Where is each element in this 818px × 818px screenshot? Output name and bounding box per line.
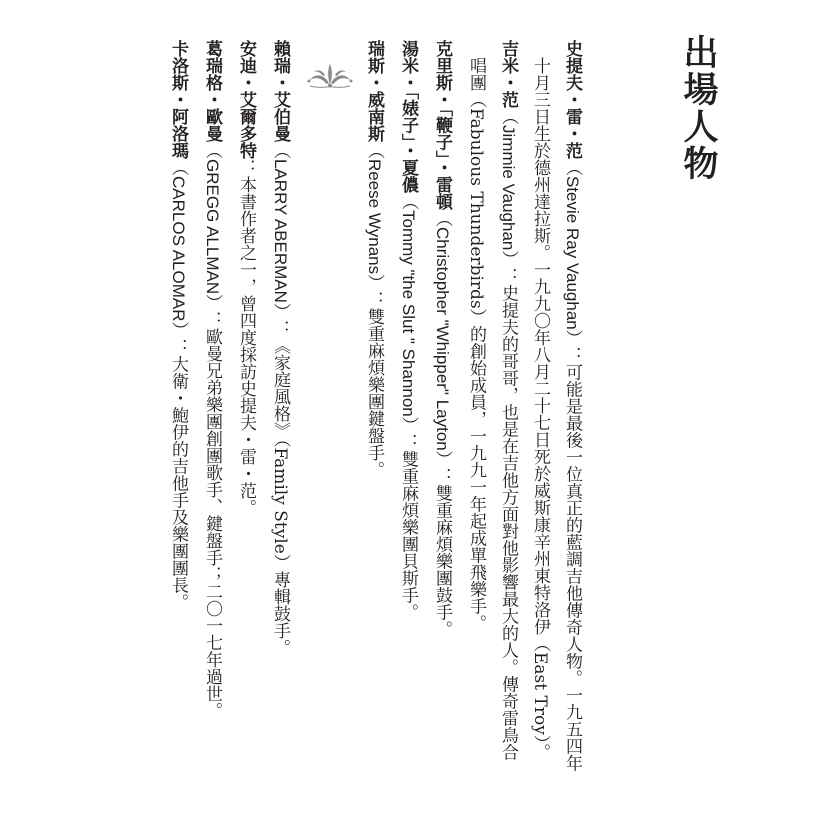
entry-english-name: （Stevie Ray Vaughan）： bbox=[563, 159, 582, 364]
entry-english-name: （GREGG ALLMAN）： bbox=[203, 142, 222, 329]
entry-english-name: （Reese Wynans）： bbox=[365, 142, 384, 309]
entry-name: 賴瑞・艾伯曼 bbox=[270, 40, 290, 142]
entry-description: 雙重麻煩樂團貝斯手。 bbox=[398, 450, 418, 621]
entry-name: 克里斯・「鞭子」・雷頓 bbox=[432, 40, 452, 210]
entry-carlos-alomar bbox=[169, 40, 187, 611]
entry-name: 葛瑞格・歐曼 bbox=[202, 40, 222, 142]
entry-name: 吉米・范 bbox=[498, 40, 518, 108]
fleuron-ornament-icon bbox=[306, 63, 354, 89]
entry-description: 史提夫的哥哥，也是在吉他方面對他影響最大的人。傳奇雷鳥合 bbox=[498, 284, 518, 761]
entry-andy-aledort bbox=[237, 40, 255, 516]
entry-gregg-allman bbox=[203, 40, 221, 719]
entry-english-name: （Jimmie Vaughan）： bbox=[499, 108, 518, 285]
entry-stevie-ray-vaughan-continued bbox=[531, 57, 549, 760]
entry-reese-wynans bbox=[365, 40, 383, 478]
entry-english-name: （LARRY ABERMAN）： bbox=[271, 142, 290, 337]
entry-english-name: （CARLOS ALOMAR）： bbox=[169, 159, 188, 356]
entry-larry-aberman bbox=[271, 40, 289, 656]
entry-name: 安迪・艾爾多特 bbox=[236, 40, 256, 159]
entry-english-name: ： bbox=[237, 159, 256, 176]
entry-english-name: （Christopher "Whipper" Layton）： bbox=[433, 210, 452, 485]
entry-tommy-shannon bbox=[399, 40, 417, 621]
page-title: 出場人物 bbox=[678, 34, 718, 182]
entry-chris-layton bbox=[433, 40, 451, 638]
entry-description: 《家庭風格》（Family Style）專輯鼓手。 bbox=[270, 336, 290, 656]
entry-jimmie-vaughan-continued bbox=[467, 57, 485, 632]
entry-description: 可能是最後一位真正的藍調吉他傳奇人物。一九五四年 bbox=[562, 363, 582, 772]
entry-description: 歐曼兄弟樂團創團歌手、鍵盤手；二〇一七年過世。 bbox=[202, 328, 222, 720]
entry-name: 瑞斯・威南斯 bbox=[364, 40, 384, 142]
entry-description: 大衛・鮑伊的吉他手及樂團團長。 bbox=[168, 355, 188, 611]
entry-description: 雙重麻煩樂團鍵盤手。 bbox=[364, 308, 384, 479]
entry-description: 十月三日生於德州達拉斯。一九九〇年八月二十七日死於威斯康辛州東特洛伊（East Troy）。 bbox=[530, 57, 550, 761]
entry-description: 雙重麻煩樂團鼓手。 bbox=[432, 484, 452, 638]
entry-name: 卡洛斯・阿洛瑪 bbox=[168, 40, 188, 159]
entry-name: 史提夫・雷・范 bbox=[562, 40, 582, 159]
entry-name: 湯米・「婊子」・夏儂 bbox=[398, 40, 418, 193]
entry-jimmie-vaughan bbox=[499, 40, 517, 760]
entry-stevie-ray-vaughan bbox=[563, 40, 581, 772]
entry-english-name: （Tommy "the Slut " Shannon）： bbox=[399, 193, 418, 451]
entry-description: 唱團（Fabulous Thunderbirds）的創始成員，一九九一年起成單飛樂手。 bbox=[466, 57, 486, 632]
entry-description: 本書作者之一，曾四度採訪史提夫・雷・范。 bbox=[236, 176, 256, 516]
